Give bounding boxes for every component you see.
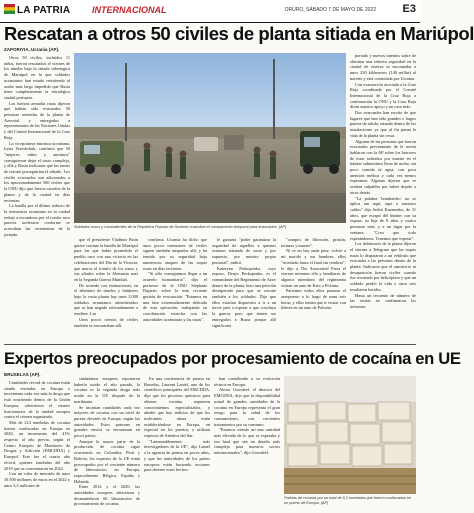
logo-text: LA PATRIA <box>17 5 71 16</box>
story-1-photo-scene <box>74 53 346 223</box>
flag-icon <box>4 4 15 14</box>
story-1-column-5: "campos de filtración, prisión, torturas y muerte". Ni se no hay nada peor. volvió a mi marido y sus hombres, ellos "resistirán hasta el final sin rendirse", le dijo a The Associated Press el viernes mientras ella y familiares de algunos miembros del regimiento visitan un auto de Kiev a Polonia. Parientes todos ellos pasaron el aeropuerto a lo largo de unas seis horas, y ellos tenían que ir visitar con líderes en un auto de Polonia. <box>281 237 346 311</box>
story-1-column-1: Otros 50 civiles, incluidos 11 niños, fueron rescatados el viernes de los túneles bajo la sitiada siderúrgica de Mariúpol en la que soldados ucranianos han estado resistiendo al asalto más largo impedido que Rusia tiene completamente la estratégica ciudad portuaria. Las fuerzas armadas rusas dijeron que habían sido evacuados 50 personas retenidas de la planta de Azovstal y entregados a representantes de las Naciones Unidas y del Comité Internacional de la Cruz Roja. La viceprimera ministra ucraniana, Iryna Vereshchuk, confirmó que 50 "mujeres, niños y ancianos" consiguieron dejar el vasto complejo, y ella y Rusia indicaron que las tareas de rescate proseguirían el sábado. Los civiles evacuados son adicionales a los aproximadamente 500 civiles que la ONU dijo que fueron sacados de la planta y de la ciudad en días recientes. La batalla por el último reducto de la resistencia ucraniana en la ciudad redujo a escombros por el roedor ruso parecía acelerarse conforme se acercaban las ceremonias de la jornada. <box>4 55 70 237</box>
story-2-photo-caption: Paletas de cocaína por un total de 5,2 toneladas que fueron confiscadas en un puerto de Europa. (AP) <box>284 496 412 505</box>
story-1-photo <box>74 53 346 223</box>
headline-story-1: Rescatan a otros 50 civiles de planta sitiada en Mariúpol <box>4 23 474 44</box>
story-2-column-3: En una conferencia de prensa en Bruselas, Laurent Laniel, uno de los científicos principales del EMCDDA, dijo que los procesos químicos para obtener cocaína requieren conocimientos especializados, y añadió que hay indicios de que los traficantes ahora están estableciéndose en Europa, en especial en los puertos, y utilizan expertos de América del Sur. "Lamentablemente, más investigadores de la UE", dijo Laniel a la agencia de prensa en pocos años, y que las autoridades de los países europeos están haciendo acciones para detener estos hechos. <box>144 376 210 473</box>
byline-story-1: ZAPORIYIA, Ucrania (AP). <box>4 47 60 52</box>
page-number: E3 <box>402 3 416 15</box>
masthead <box>0 0 420 23</box>
story-2-column-1: Cantidades récord de cocaína están siendo enviadas en Europa e incrementa cada vez más la droga que está ocurriendo dentro de la Unión Europea, advirtieron el viernes funcionarios de la unidad europea contra el crimen organizado. Más de 214 toneladas de cocaína fueron confiscadas en Europa en 2020, un incremento del 41% respecto al año previo, según el Centro Europeo de Monitoreo de Drogas y Adicción (EMCDDA) y Europol. Este fue el cuarto año récord, quienes toneladas del año 2019 que se concentraron en 2022. Con un valor de mercado de unos 10.500 millones de euros en el 2022 y unos 3,3 millones de <box>4 380 70 488</box>
headline-story-2: Expertos preocupados por procesamiento de cocaína en UE <box>4 349 461 368</box>
story-2-column-2: ciudadanos europeos reportaron haberla usado el año pasado, la cocaína es la segunda droga más usada en la UE después de la marihuana. Se incautan cantidades cada vez mayores de cocaína con un nivel de pureza elevado en Europa, según las autoridades. Estos patrones en grandes envíos se encuentran en pocos países. Aunque la mayor parte de la producción de cocaína sigue ocurriendo en Colombia, Perú y Bolivia, los expertos de la UE están preocupados por el creciente número de laboratorios en Europa, especialmente Bélgica, España y Holanda. Entre 2014 y el 2020, las autoridades europeas detectaron y desmantelaron 60 laboratorios de procesamiento de cocaína. <box>74 376 140 507</box>
story-1-photo-caption: Soldados rusos y combatientes de la República Popular de Donetsk custodian el campamento temporal para evacuados. (AP) <box>74 225 287 229</box>
story-2-column-4: han contribuido a su evolución técnica en Europa. Alexis Goosdeel, el director del EMCDDA, dijo que la disponibilidad actual de grandes cantidades de la cocaína en Europa representa el gran riesgo para la salud de los consumidores, con crecientes tratamientos por su consumo. "Estamos viendo así una cantidad más elevada de lo que se esperaba y eso hará que sea un desafío más complejo para nuestros socios internacionales", dijo Goosdeel. <box>214 376 280 456</box>
story-1-column-2: que el presidente Vladímir Putin quiere coronar la batalla de Mariúpol para las que había prometido el pueblo ruso con una victoria en las celebraciones del Día de la Victoria, que marca el triunfo de los rusos y sus aliados sobre la Alemania nazi en la Segunda Guerra Mundial. De acuerdo con estimaciones, en el laberinto de túneles y búnkeres bajo la vasta planta hay unos 2.000 soldados ucranianos atrincherados que se han negado reiteradamente a rendirse. Las Unos pocos cientos de civiles también se encontraban allí. <box>74 237 138 328</box>
masthead-logo <box>4 4 70 16</box>
byline-story-2: BRUSELAS (AP). <box>4 372 41 377</box>
section-label: INTERNACIONAL <box>92 5 167 15</box>
story-divider <box>4 344 416 345</box>
story-1-column-4: le gustaría "poder garantizar la seguridad de aquellos a quienes estamos tratando de sacar y por supuesto, por nuestro propio personal", indicó. Kateryna Prokopenko, cuyo esposo, Denys Prokopenko, es el comandante del Regimiento de Azov dentro de la planta, hizo una petición desesperada para que se rescate también a los soldados. Dijo que ellos estarían dispuestos a ir a un tercer país a esperar a que concluya la guerra, pero que temen ser entregados a Rusia porque allí significaría <box>212 237 276 328</box>
issue-date: ORURO, SÁBADO 7 DE MAYO DE 2022 <box>284 7 376 13</box>
story-1-column-3: confirma. Ucrania ha dicho que unos pocos centenares de civiles siguen también atrapados allí, y ha temido por su seguridad bajo numerosos ataques de las tropas rusas en días recientes. "Si sólo conseguimos llegar a un acuerdo humanitario", dijo el portavoz de la ONU Stéphane Dujarric sobre la más reciente gestión de evacuación. "Estamos en una fase extremadamente delicada de esta operación, trabajando en coordinación estrecha con las autoridades ucranianas y las rusas". <box>143 237 207 322</box>
story-2-photo <box>284 376 416 494</box>
story-1-column-6: portado y nuevos intentos sobre de eliminar una relativa seguridad en la ciudad de reserva se encontraba a unos 230 kilómetros (140 millas) al noreste y está controlada por Ucrania. Con evacuación asociada a la Cruz Roja coordinada por el Comité Internacional de la Cruz Roja a continuación la ONU y la Cruz Roja dicen nuestro apoyo y un caso más. Dos evacuados han escrito de que lugares que han sido grandes e largos puntos de salida, estando dentro de las instalaciones ya que al fin pasan la vida de la planta sin cesar. Algunas de las personas que fueron evacuadas previamente de la acería hablaron con la AP sobre los horrores de estar rodeados por muerte en el búnker subterráneo lleno de moho, sin poco comida ni agua, con poca atención médica y cada vez menos esperanza. Algunas dijeron que se sentían culpables por haber dejado a otros detrás. "La palabra 'bombardeo' no se aplica tan aquí, aquí a nuestros caídos" dijo Serhii Kuzmenko, de 31 años, que escapó del búnker con su esposa, su hija de 8 años y cuatro personas más, y a un lugar por la ventana. "Creo que todo esperándonos. Tenemos que esperar". Los defensores de la planta dijeron el viernes a Telegram que las tropas rusas lo dispararon a un vehículo que evacuaba a las personas dentro de la planta. Indicaron que el armisticio ni desaparición fueron civiles cuando fue rescatado por helicóptero y que un soldado perdió la vida y otros seis resultaron heridos. Hasta un recuento de número de las visitas no confirmaron los informes. <box>350 53 416 309</box>
story-2-photo-scene <box>284 376 416 494</box>
